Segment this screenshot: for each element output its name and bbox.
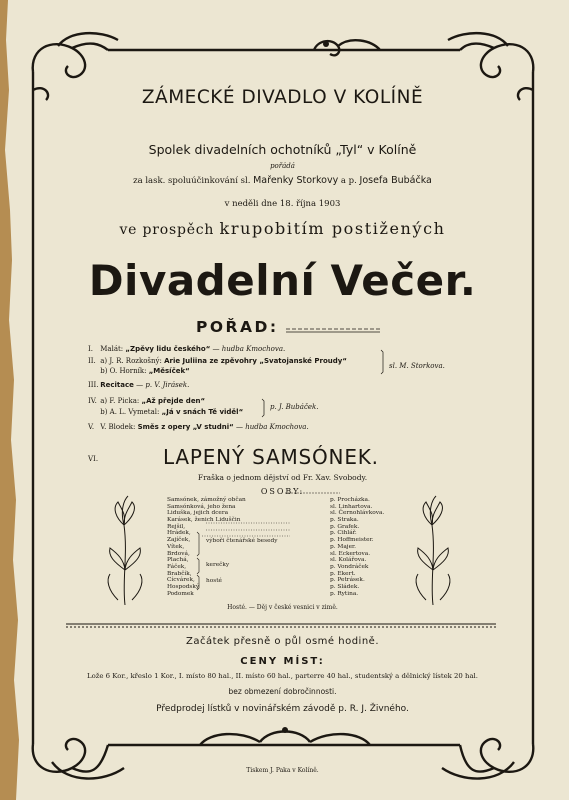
item-title: „Zpěvy lidu českého“ [125,345,211,353]
theatre-name: ZÁMECKÉ DIVADLO V KOLÍNĚ [141,87,424,108]
coop-name-1: Mařenky Storkovy [253,175,339,186]
cast-group-b: kerečky [206,562,230,568]
program-heading: POŘAD: [196,318,279,336]
presale-info: Předprodej lístků v novinářském závodě p. R. J. Živného. [156,704,409,714]
item-author: b) O. Horník: [100,367,147,375]
benefit-b: krupobitím postižených [219,219,446,238]
program-item-3 [88,381,189,389]
cast-actor: p. Procházka. [330,497,370,503]
item-title: „Měsíček“ [148,367,190,375]
coop-name-2: Josefa Bubáčka [359,175,432,186]
price-note: bez obmezení dobročinnosti. [228,687,337,696]
cast-role: Karásek, ženich Liduščin [167,517,241,524]
item-title: „Až přejde den“ [141,397,206,405]
program-item-1 [88,345,285,353]
item-number: V. [88,423,95,431]
cast-actor: p. Vondráček [330,563,369,570]
program-item-2-performer: sl. M. Storkova. [389,362,445,370]
program-item-5 [88,423,309,431]
cast-actor: sl. Černohlávkova. [330,510,385,517]
cast-footer: Hosté. — Děj v české vesnici v zimě. [227,604,338,611]
cast-role: Brabčík, [167,570,192,577]
porada-text: pořádá [270,162,295,170]
item-title: Recitace [100,381,134,389]
cast-actor: p. Sládek. [330,583,360,590]
cast-role: Samsónková, jeho žena [167,503,236,510]
program-item-6-number: VI. [88,455,99,463]
cast-actor: p. Straka. [330,517,359,524]
item-number: III. [88,381,99,389]
cast-role: Zajíček, [167,537,191,544]
cast-actor: p. Hoffmeister. [330,537,374,544]
benefit-line [40,219,525,238]
benefit-a: ve prospěch [119,222,215,238]
cast-actor: sl. Eckertova. [330,550,371,557]
item-author: a) J. R. Rozkošný: [100,357,162,365]
item-note: — hudba Kmochova. [212,345,286,353]
item-number: IV. [88,397,97,405]
item-number: II. [88,357,96,365]
cast-role: Hrádek, [167,530,191,537]
cast-actor: p. Cihlář. [330,530,357,537]
item-title: Arie Juliina ze zpěvohry „Svatojanské Proudy“ [164,357,347,365]
cast-role: Cícvárek, [167,577,195,584]
item-note: — p. V. Jirásek. [136,381,190,389]
cast-role: Plachá, [167,557,189,564]
cast-role: Liduška, jejich dcera [167,510,229,517]
item-author: V. Blodek: [100,423,136,431]
cast-actor: p. Majer. [330,543,356,550]
item-author: b) A. L. Vymetal: [100,408,160,416]
cast-heading: OSOBY: [260,487,305,496]
cast-actor: p. Grafek. [330,523,360,530]
cast-actors [330,497,384,597]
cast-actor: p. Petrásek. [330,577,365,584]
program-item-4b [88,408,243,416]
item-title: Směs z opery „V studni“ [137,423,234,431]
printer: Tiskem J. Paka v Kolíně. [246,767,319,774]
coop-prefix: za lask. spoluúčinkování sl. [133,176,251,186]
cast-actor: p. Ekert. [330,570,356,577]
cast-role: Brdová, [167,550,190,557]
item-number: I. [88,345,93,353]
program-item-4a [88,397,205,405]
item-author: Malát: [100,345,124,353]
cast-role: Vítek, [167,543,185,550]
cast-group-a: výboři čtenářské besedy [206,538,278,544]
coop-mid: a p. [340,176,357,186]
program-item-4-performer: p. J. Bubáček. [270,403,319,411]
program-item-2a [88,357,347,365]
prices-heading: CENY MÍST: [240,656,325,667]
cast-role: Fáček, [167,563,187,570]
cast-role: Rejšil, [167,523,186,530]
cast-actor: sl. Kolářova. [330,557,367,564]
cast-role: Podomek [167,590,194,597]
item-note: — hudba Kmochova. [236,423,309,431]
play-subtitle: Fraška o jednom dějství od Fr. Xav. Svobody. [197,473,368,482]
cast-group-c: hosté [206,578,222,584]
event-title: Divadelní Večer. [88,256,477,305]
cooperation-line [40,175,525,186]
cast-actor: p. Rytina. [330,590,359,597]
society-name: Spolek divadelních ochotníků „Tyl“ v Kolíně [148,142,417,157]
play-title: LAPENÝ SAMSÓNEK. [163,445,379,469]
prices: Lože 6 Kor., křeslo 1 Kor., I. místo 80 hal., II. místo 60 hal., parterre 40 hal., studentský a dělnický lístek 20 hal. [87,672,478,680]
cast-role: Hospodský [167,583,200,590]
program-item-2b [88,367,190,375]
item-title: „Já v snách Tě viděl“ [161,408,244,416]
event-date: v neděli dne 18. října 1903 [224,199,341,209]
item-author: a) F. Picka: [100,397,140,405]
cast-actor: sl. Linhartova. [330,503,373,510]
start-time: Začátek přesně o půl osmé hodině. [185,636,379,647]
cast-role: Samsónek, zámožný občan [167,497,246,503]
